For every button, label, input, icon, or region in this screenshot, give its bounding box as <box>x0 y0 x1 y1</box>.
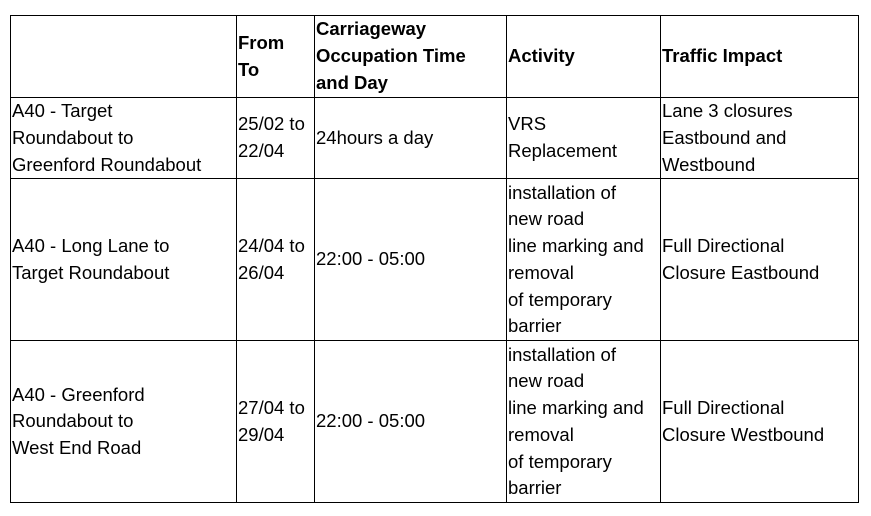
cell-occupation: 22:00 - 05:00 <box>315 341 507 503</box>
cell-traffic-impact: Full Directional Closure Eastbound <box>661 179 859 341</box>
cell-dates: 24/04 to 26/04 <box>237 179 315 341</box>
cell-occupation: 24hours a day <box>315 98 507 179</box>
table-row <box>11 179 859 341</box>
header-row <box>11 16 859 98</box>
cell-occupation: 22:00 - 05:00 <box>315 179 507 341</box>
cell-activity: installation of new road line marking and removal of temporary barrier <box>507 179 661 341</box>
cell-location: A40 - Long Lane to Target Roundabout <box>11 179 237 341</box>
cell-dates: 27/04 to 29/04 <box>237 341 315 503</box>
cell-activity: installation of new road line marking and removal of temporary barrier <box>507 341 661 503</box>
header-traffic-impact: Traffic Impact <box>661 16 859 98</box>
cell-traffic-impact: Lane 3 closures Eastbound and Westbound <box>661 98 859 179</box>
cell-traffic-impact: Full Directional Closure Westbound <box>661 341 859 503</box>
cell-activity: VRS Replacement <box>507 98 661 179</box>
header-location <box>11 16 237 98</box>
header-activity: Activity <box>507 16 661 98</box>
table-row <box>11 98 859 179</box>
table-row <box>11 341 859 503</box>
cell-dates: 25/02 to 22/04 <box>237 98 315 179</box>
header-occupation: Carriageway Occupation Time and Day <box>315 16 507 98</box>
roadworks-table <box>10 15 859 503</box>
header-from-to: From To <box>237 16 315 98</box>
cell-location: A40 - Target Roundabout to Greenford Roundabout <box>11 98 237 179</box>
cell-location: A40 - Greenford Roundabout to West End Road <box>11 341 237 503</box>
